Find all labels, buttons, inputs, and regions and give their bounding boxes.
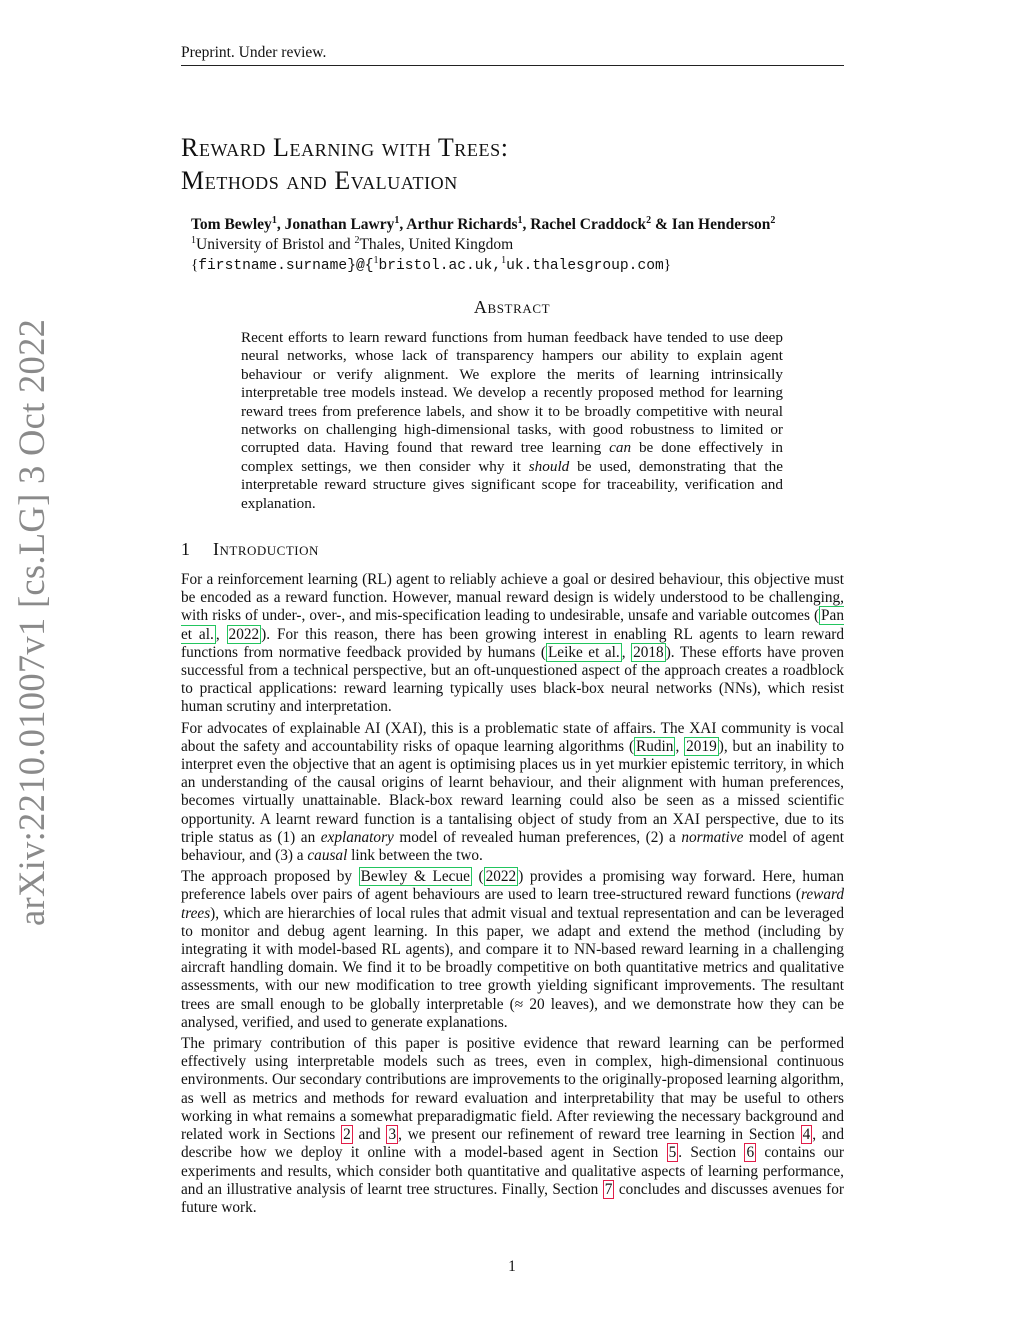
email-brace-close: } (663, 256, 672, 273)
emphasis: explanatory (320, 828, 394, 846)
emphasis: causal (307, 847, 348, 865)
text-run: ) provides a promising way forward. Here, human preference labels over pairs of agent behaviours are used to learn tree-structured reward functions ( (181, 868, 845, 904)
citation-link[interactable] (484, 867, 519, 886)
citation-link[interactable] (684, 737, 719, 756)
title-line-1: Reward Learning with Trees: (181, 133, 509, 162)
paragraph-1 (181, 571, 844, 717)
emphasis: normative (681, 828, 744, 846)
email-domain-mark: 1 (373, 254, 379, 266)
section-reference-link[interactable]: 5 (668, 1144, 677, 1162)
email-domain: bristol.ac.uk, (378, 258, 502, 274)
affiliation-name: Thales, United Kingdom (359, 236, 514, 253)
email-user: firstname.surname (198, 258, 348, 274)
affiliation-joiner: and (324, 236, 355, 253)
citation-year: 2019 (686, 737, 717, 755)
section-reference-link[interactable]: 6 (746, 1144, 755, 1162)
text-run: ). These efforts have proven successful from a technical perspective, but an oft-unquestioned aspect of the approach creates a roadblock to practical applications: reward learning typically uses black-box neural networks (NNs), which resist human scrutiny and interpretation. (181, 643, 844, 716)
text-run: ), which are hierarchies of local rules that admit visual and textual representation and can be leveraged to monitor and debug agent learning. In this paper, we adapt and extend the method (including by integrating it with model-based RL agents), and compare it to NN-based reward learning in a challenging aircraft handling domain. We find it to be broadly competitive on both quantitative metrics and qualitative assessments, with our new modification to tree growth yielding significant improvements. The resultant trees are small enough to be globally interpretable (≈ 20 leaves), and we demonstrate how they can be analysed, verified, and used to generate explanations. (181, 904, 844, 1031)
section-reference-link[interactable]: 2 (343, 1126, 351, 1144)
text-run: ). For this reason, there has been growing interest in enabling RL agents to learn reward functions from normative feedback provided by humans ( (181, 625, 845, 661)
author-affiliation-mark: 1 (517, 214, 523, 226)
emphasis: reward trees (181, 886, 844, 922)
paragraph-3 (181, 868, 844, 1032)
author-email (191, 256, 671, 274)
author-separator: & (651, 216, 672, 233)
abstract-text (241, 329, 783, 513)
arxiv-identifier[interactable]: arXiv:2210.01007v1 [cs.LG] 3 Oct 2022 (11, 318, 52, 926)
citation-link[interactable] (631, 643, 666, 662)
section-number: 1 (181, 539, 191, 559)
text-run: model of agent behaviour, and (3) a (181, 828, 845, 865)
section-title: Introduction (213, 539, 319, 559)
author-separator: , (522, 216, 531, 233)
abstract-heading: Abstract (473, 297, 551, 317)
section-reference-link[interactable]: 3 (388, 1126, 397, 1144)
citation-year: 2022 (228, 625, 260, 643)
author-affiliation-mark: 1 (394, 214, 400, 226)
citation-separator: , (675, 737, 685, 755)
citation-author: Bewley & Lecue (360, 868, 470, 886)
affiliation-number: 2 (354, 234, 360, 246)
affiliation-number: 1 (191, 234, 196, 246)
citation-separator: , (621, 643, 632, 661)
body-text (181, 571, 844, 1220)
author-list (191, 216, 775, 234)
citation-link[interactable] (227, 625, 262, 644)
citation-year: 2022 (485, 868, 517, 886)
abstract-emphasis: can (609, 439, 632, 457)
section-heading (181, 539, 319, 560)
text-run: , and describe how we deploy it online with a model-based agent in Section (181, 1126, 844, 1162)
section-reference-link[interactable]: 7 (604, 1180, 613, 1198)
citation-link[interactable] (634, 737, 675, 756)
email-at: }@{ (347, 258, 374, 274)
author-affiliation-mark: 2 (770, 214, 776, 226)
email-domain-mark: 1 (501, 254, 507, 266)
text-run: For a reinforcement learning (RL) agent to reliably achieve a goal or desired behaviour, this objective must be encoded as a reward function. However, manual reward design is widely understood to be challenging, with risks of under-, over-, and mis-specification leading to undesirable, unsafe and variable outcomes ( (181, 571, 844, 625)
text-run: concludes and discusses avenues for future work. (181, 1180, 844, 1216)
text-run: ), but an inability to interpret even the objective that an agent is optimising places us in yet murkier epistemic territory, in which an understanding of the causal origins of learnt behaviour, and their alignment with human preferences, becomes virtually unattainable. Black-box reward learning could also be seen as a missed scientific opportunity. A learnt reward function is a tantalising object of study from an XAI perspective, due to its triple status as (1) an (181, 737, 844, 846)
author-affiliation-mark: 1 (271, 214, 277, 226)
text-run: contains our experiments and results, which consider both quantitative and qualitative aspects of learning performance, and an illustrative analysis of learnt tree structures. Finally, Section (181, 1144, 844, 1198)
text-run: For advocates of explainable AI (XAI), this is a problematic state of affairs. The XAI community is vocal about the safety and accountability risks of opaque learning algorithms ( (181, 719, 844, 755)
affiliation-name: University of Bristol (196, 236, 325, 253)
text-run: The primary contribution of this paper is positive evidence that reward learning can be performed effectively using interpretable models such as trees, even in complex, high-dimensional continuous environments. Our secondary contributions are improvements to the originally-proposed learning algorithm, as well as metrics and methods for reward evaluation and interpretability that may be useful to others working in what remains a somewhat preparadigmatic field. After reviewing the necessary background and related work in Sections (181, 1035, 844, 1144)
text-run: model of revealed human preferences, (2) a (393, 828, 682, 846)
author-name: Ian Henderson (671, 216, 771, 233)
abstract-segment: be done effectively in complex settings, we then consider why it (241, 439, 783, 475)
title-line-2: Methods and Evaluation (181, 166, 458, 195)
author-name: Jonathan Lawry (284, 216, 395, 233)
citation-author: Pan et al. (181, 607, 844, 643)
author-affiliation-mark: 2 (646, 214, 652, 226)
abstract-segment: Recent efforts to learn reward functions from human feedback have tended to use deep neural networks, whose lack of transparency hampers our ability to explain agent behaviour or verify alignment. We explore the merits of learning intrinsically interpretable tree models instead. We develop a recently proposed method for learning reward trees from preference labels, and show it to be broadly competitive with neural networks on challenging high-dimensional tasks, with good robustness to limited or corrupted data. Having found that reward tree learning (241, 329, 783, 457)
text-run: link between the two. (347, 847, 483, 865)
citation-separator: ( (471, 868, 484, 886)
text-run: and (352, 1126, 387, 1144)
citation-link[interactable] (359, 867, 472, 886)
author-separator: , (399, 216, 407, 233)
running-header: Preprint. Under review. (181, 44, 327, 61)
citation-separator: , (215, 625, 227, 643)
section-reference-link[interactable]: 4 (802, 1126, 811, 1144)
paper-title (181, 131, 509, 197)
header-rule (181, 65, 844, 66)
citation-year: 2018 (633, 643, 664, 661)
email-domain: uk.thalesgroup.com (506, 258, 664, 274)
paragraph-2 (181, 720, 844, 866)
text-run: , we present our refinement of reward tree learning in Section (398, 1126, 801, 1144)
author-name: Tom Bewley (191, 216, 272, 233)
author-name: Rachel Craddock (530, 216, 647, 233)
citation-link[interactable] (546, 643, 622, 662)
text-run: The approach proposed by (181, 868, 359, 886)
paragraph-4 (181, 1035, 844, 1217)
author-name: Arthur Richards (406, 216, 518, 233)
citation-author: Rudin (636, 737, 674, 755)
citation-author: Leike et al. (547, 643, 620, 661)
author-separator: , (276, 216, 285, 233)
email-brace-open: { (191, 256, 199, 273)
page-number: 1 (508, 1258, 516, 1275)
text-run: . Section (678, 1144, 745, 1162)
abstract-segment: be used, demonstrating that the interpretable reward structure gives significant scope for traceability, verification and explanation. (241, 457, 783, 512)
abstract-emphasis: should (528, 457, 570, 475)
affiliations (191, 236, 513, 254)
